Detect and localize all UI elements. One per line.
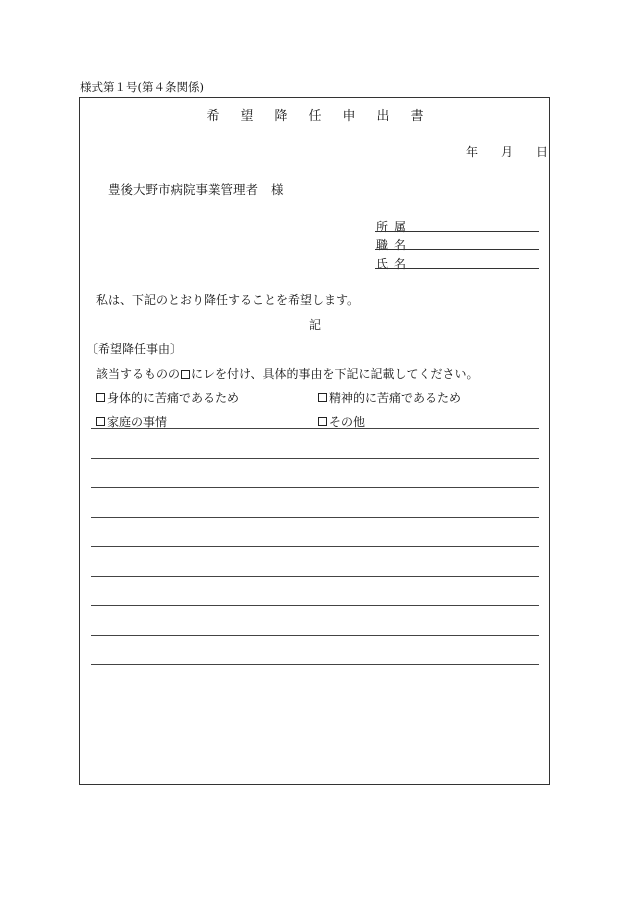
reason-line[interactable] [91,605,539,606]
instruction-after: にレを付け、具体的事由を下記に記載してください。 [191,367,479,381]
field-label-name: 氏名 [376,257,413,271]
checkbox-example-icon [181,370,190,379]
form-id: 様式第１号(第４条関係) [80,80,204,94]
field-position-line[interactable] [375,249,539,250]
request-statement: 私は、下記のとおり降任することを希望します。 [96,293,360,307]
reason-line[interactable] [91,635,539,636]
date-month[interactable]: 月 [501,145,514,159]
field-affiliation-line[interactable] [375,231,539,232]
option-label: 精神的に苦痛であるため [329,391,462,405]
field-label-position: 職名 [376,238,413,252]
option-mental[interactable] [318,389,461,406]
option-label: その他 [329,415,366,429]
field-name-line[interactable] [375,268,539,269]
reason-line[interactable] [91,487,539,488]
form-frame [79,97,550,785]
checkbox-icon[interactable] [318,417,327,426]
section-heading: 〔希望降任事由〕 [86,342,183,356]
date-year[interactable]: 年 [466,145,479,159]
reason-line[interactable] [91,458,539,459]
option-label: 家庭の事情 [107,415,168,429]
reason-line[interactable] [91,428,539,429]
ki-heading: 記 [308,318,321,332]
reason-line[interactable] [91,546,539,547]
checkbox-icon[interactable] [318,393,327,402]
field-label-affiliation: 所属 [376,220,413,234]
option-physical[interactable] [96,389,239,406]
option-label: 身体的に苦痛であるため [107,391,240,405]
date-day[interactable]: 日 [536,145,549,159]
instruction-before: 該当するものの [96,367,181,381]
instruction-text [96,365,479,382]
addressee: 豊後大野市病院事業管理者 [108,182,259,197]
honorific: 様 [271,182,284,197]
form-title: 希望降任申出書 [206,109,445,124]
reason-line[interactable] [91,664,539,665]
checkbox-icon[interactable] [96,417,105,426]
reason-line[interactable] [91,576,539,577]
checkbox-icon[interactable] [96,393,105,402]
reason-line[interactable] [91,517,539,518]
